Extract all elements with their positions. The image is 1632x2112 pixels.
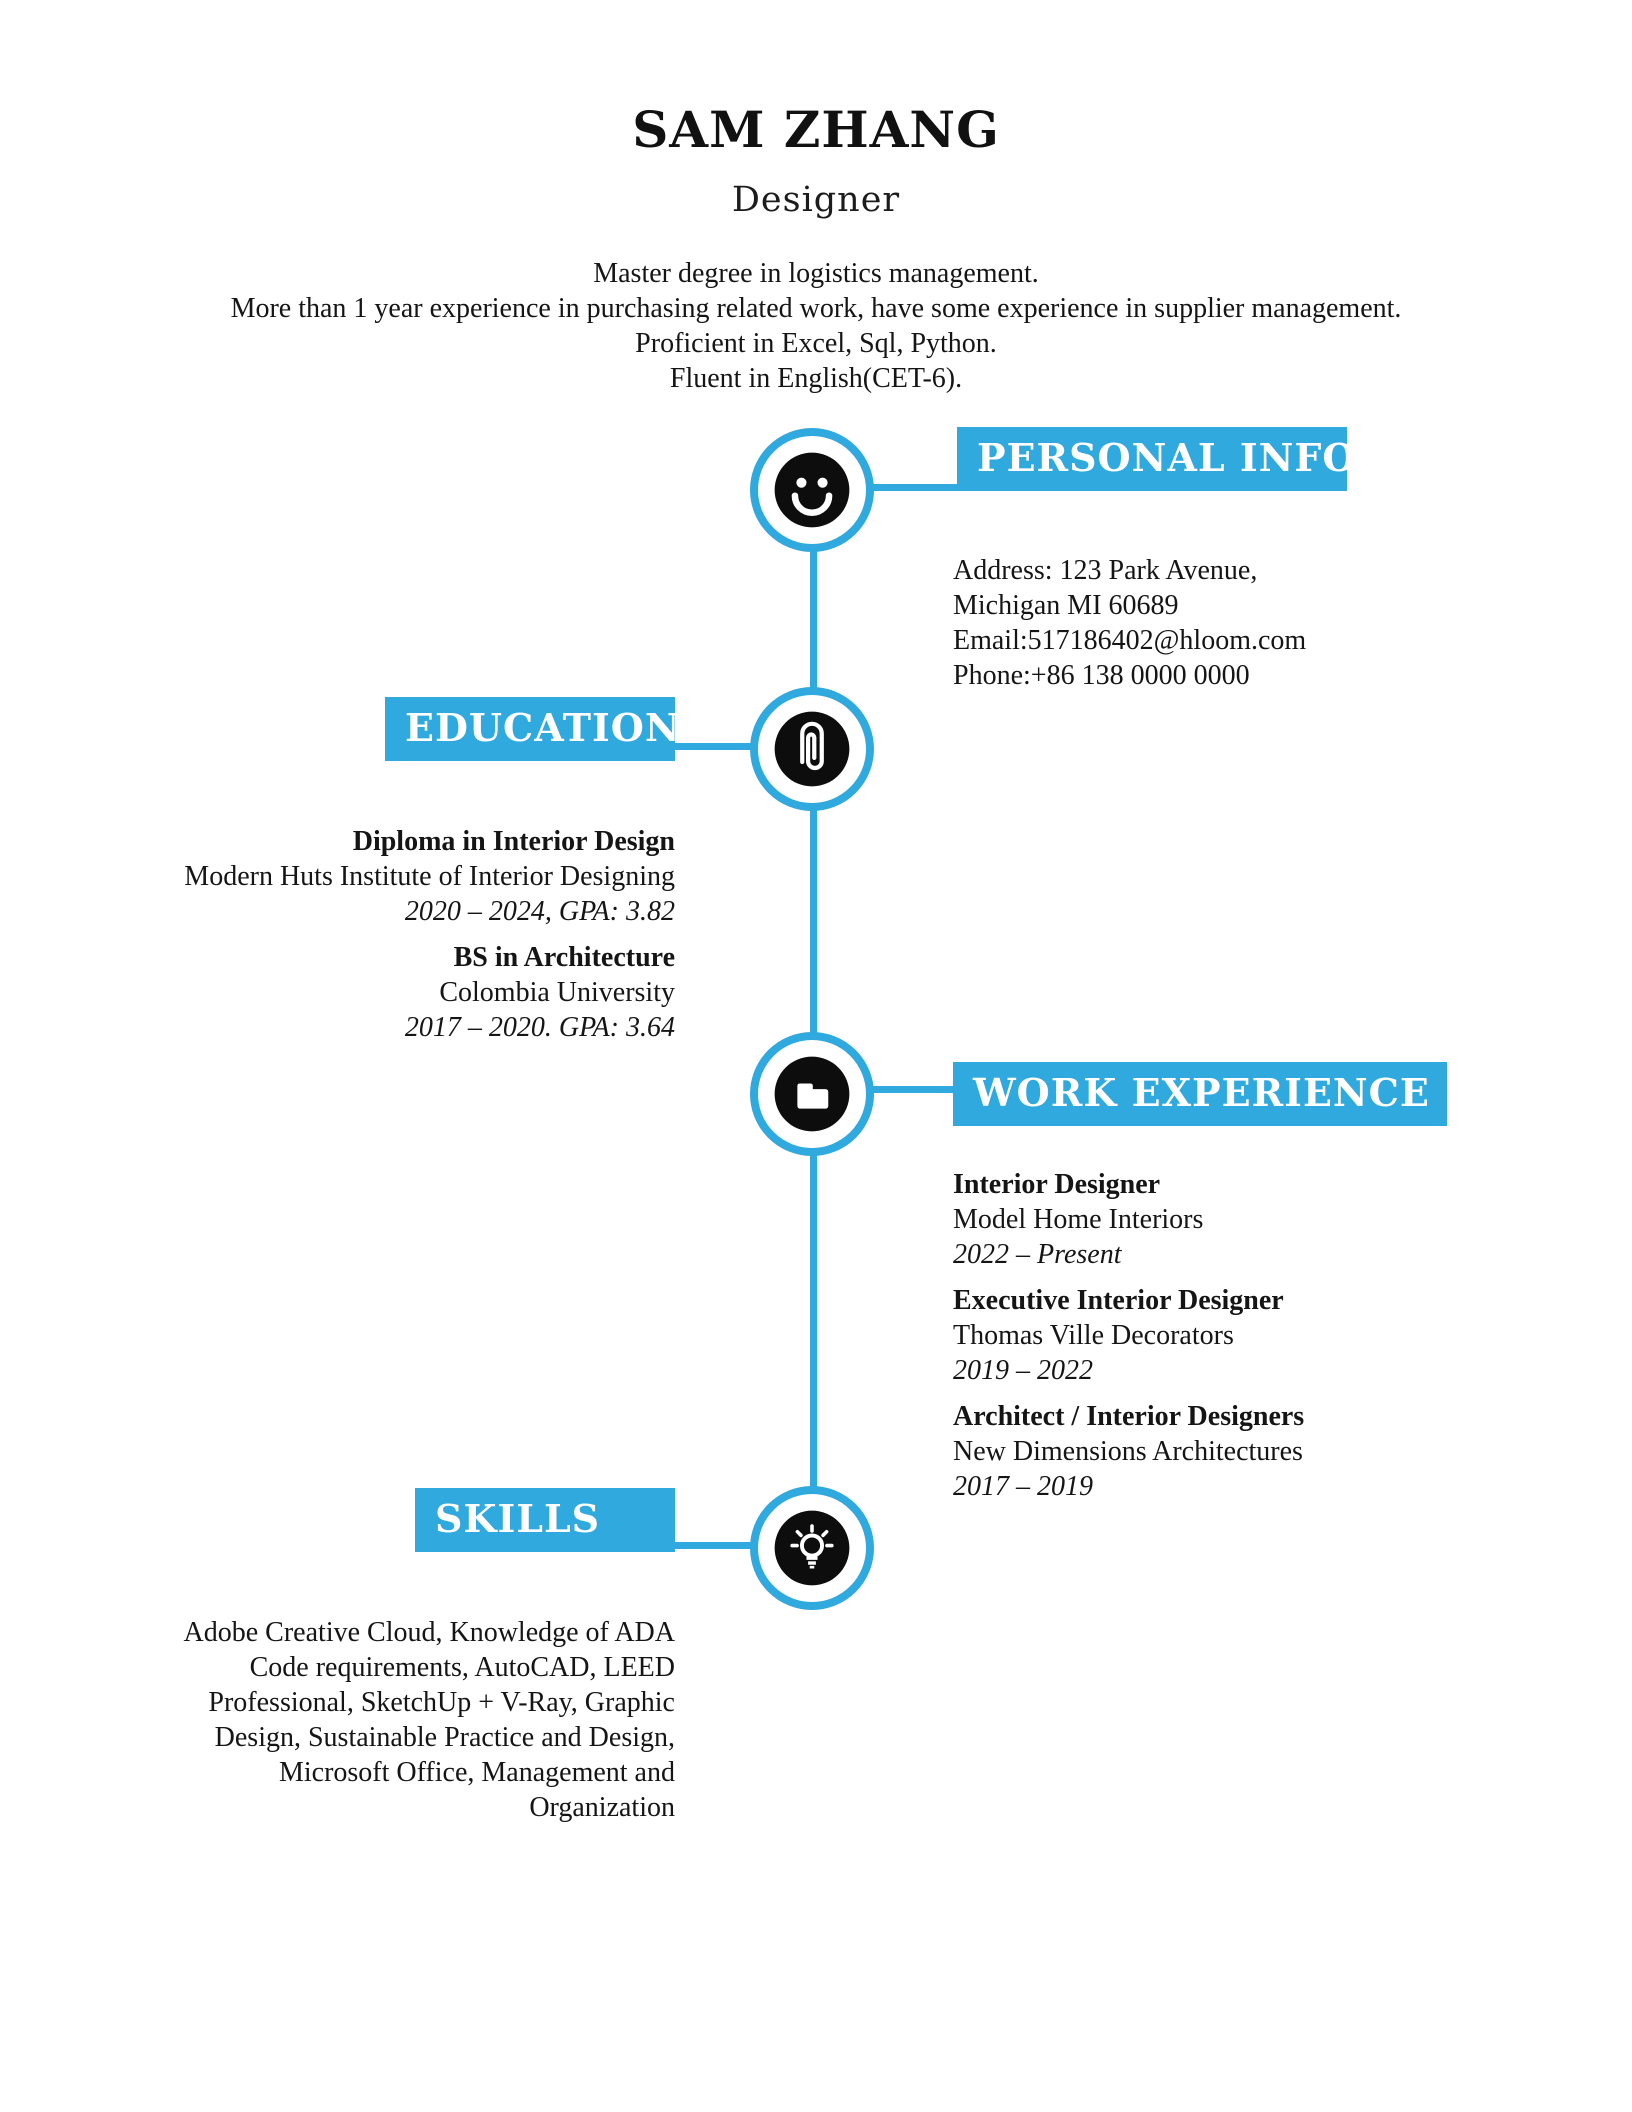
education-content [130, 824, 675, 1056]
smiley-icon [773, 451, 851, 529]
timeline-node-work-experience [750, 1032, 874, 1156]
work-entry [953, 1167, 1473, 1272]
job-dates: 2017 – 2019 [953, 1471, 1093, 1502]
work-entry [953, 1283, 1473, 1388]
summary-line: More than 1 year experience in purchasing related work, have some experience in supplier management. [230, 293, 1402, 324]
education-entry [130, 940, 675, 1045]
section-header-work-experience: WORK EXPERIENCE [953, 1062, 1447, 1126]
section-header-skills: SKILLS [415, 1488, 675, 1552]
connector-education [672, 743, 756, 750]
skills-content: Adobe Creative Cloud, Knowledge of ADA Code requirements, AutoCAD, LEED Professional, SketchUp + V-Ray, Graphic Design, Sustainable Practice and Design, Microsoft Office, Management and Organization [183, 1617, 675, 1823]
timeline-node-personal-info [750, 428, 874, 552]
paperclip-icon [773, 710, 851, 788]
address-line: Address: 123 Park Avenue, [953, 555, 1258, 586]
school-name: Modern Huts Institute of Interior Designing [184, 861, 675, 892]
degree-title: BS in Architecture [453, 942, 675, 973]
degree-title: Diploma in Interior Design [352, 826, 675, 857]
connector-work-experience [862, 1086, 958, 1093]
candidate-role: Designer [731, 180, 901, 220]
summary-line: Proficient in Excel, Sql, Python. [635, 328, 997, 359]
summary-line: Master degree in logistics management. [593, 258, 1039, 289]
company-name: Model Home Interiors [953, 1204, 1204, 1235]
connector-skills [672, 1542, 756, 1549]
email-line: Email:517186402@hloom.com [953, 625, 1307, 656]
folder-icon [773, 1055, 851, 1133]
education-dates: 2020 – 2024, GPA: 3.82 [404, 896, 675, 927]
job-title: Interior Designer [953, 1169, 1161, 1200]
timeline-node-education [750, 687, 874, 811]
company-name: Thomas Ville Decorators [953, 1320, 1234, 1351]
section-header-personal-info: PERSONAL INFO [957, 427, 1347, 491]
summary-paragraph [0, 256, 1632, 396]
work-experience-content [953, 1167, 1473, 1515]
section-header-education: EDUCATION [385, 697, 675, 761]
timeline-node-skills [750, 1486, 874, 1610]
candidate-name: SAM ZHANG [632, 100, 1000, 159]
job-dates: 2019 – 2022 [953, 1355, 1093, 1386]
company-name: New Dimensions Architectures [953, 1436, 1303, 1467]
job-title: Executive Interior Designer [953, 1285, 1284, 1316]
personal-info-content [953, 553, 1423, 693]
address-line: Michigan MI 60689 [953, 590, 1179, 621]
connector-personal-info [862, 484, 962, 491]
job-title: Architect / Interior Designers [953, 1401, 1305, 1432]
education-entry [130, 824, 675, 929]
school-name: Colombia University [439, 977, 675, 1008]
timeline-line [810, 490, 817, 1548]
phone-line: Phone:+86 138 0000 0000 [953, 660, 1250, 691]
work-entry [953, 1399, 1473, 1504]
education-dates: 2017 – 2020. GPA: 3.64 [404, 1012, 675, 1043]
summary-line: Fluent in English(CET-6). [669, 363, 963, 394]
job-dates: 2022 – Present [953, 1239, 1122, 1270]
lightbulb-icon [773, 1509, 851, 1587]
